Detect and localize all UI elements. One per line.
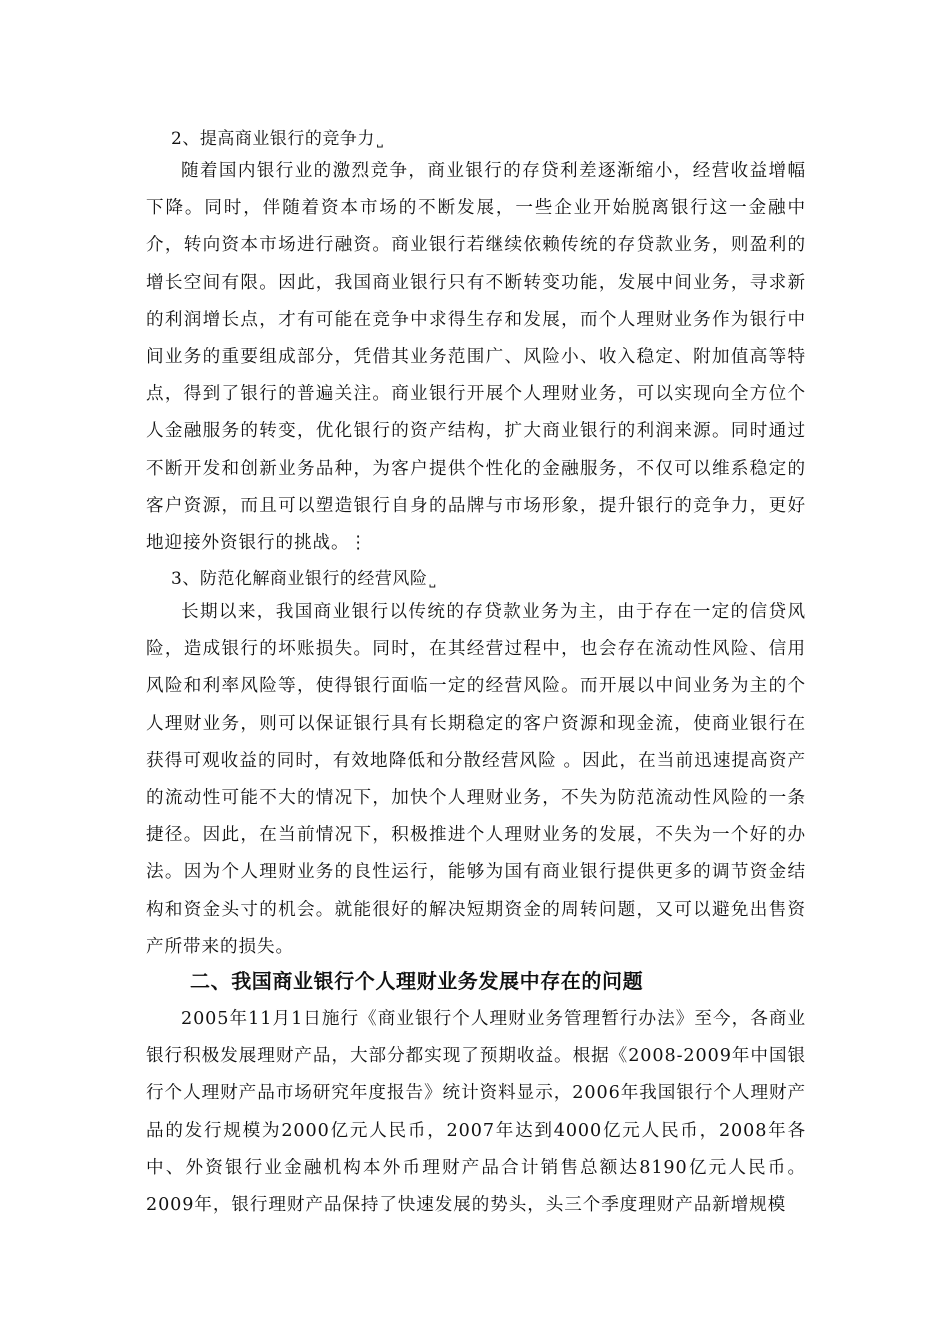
- subsection-2-heading: [171, 124, 383, 154]
- section-2-paragraph: 2005年11月1日施行《商业银行个人理财业务管理暂行办法》至今，各商业银行积极发展理财产品，大部分都实现了预期收益。根据《2008-2009年中国银行个人理财产品市场研究年度报告》统计资料显示，2006年我国银行个人理财产品的发行规模为2000亿元人民币，2007年达到4000亿元人民币，2008年各中、外资银行业金融机构本外币理财产品合计销售总额达8190亿元人民币。2009年，银行理财产品保持了快速发展的势头，头三个季度理财产品新增规模: [146, 1009, 806, 1216]
- subsection-2-heading-text: 2、提高商业银行的竞争力: [171, 129, 375, 149]
- subsection-3-heading: [171, 564, 436, 594]
- subsection-2-paragraph: 随着国内银行业的激烈竞争，商业银行的存贷利差逐渐缩小，经营收益增幅下降。同时，伴随着资本市场的不断发展，一些企业开始脱离银行这一金融中介，转向资本市场进行融资。商业银行若继续依赖传统的存贷款业务，则盈利的增长空间有限。因此，我国商业银行只有不断转变功能，发展中间业务，寻求新的利润增长点，才有可能在竞争中求得生存和发展，而个人理财业务作为银行中间业务的重要组成部分，凭借其业务范围广、风险小、收入稳定、附加值高等特点，得到了银行的普遍关注。商业银行开展个人理财业务，可以实现向全方位个人金融服务的转变，优化银行的资产结构，扩大商业银行的利润来源。同时通过不断开发和创新业务品种，为客户提供个性化的金融服务，不仅可以维系稳定的客户资源，而且可以塑造银行自身的品牌与市场形象，提升银行的竞争力，更好地迎接外资银行的挑战。⋮: [146, 161, 806, 554]
- subsection-3-heading-text: 3、防范化解商业银行的经营风险: [171, 569, 428, 589]
- paragraph-mark-icon: ⎵: [376, 130, 384, 148]
- paragraph-mark-icon: ⎵: [429, 570, 436, 588]
- section-2-title: 二、我国商业银行个人理财业务发展中存在的问题: [190, 969, 644, 993]
- subsection-3-paragraph: 长期以来，我国商业银行以传统的存贷款业务为主，由于存在一定的信贷风险，造成银行的坏账损失。同时，在其经营过程中，也会存在流动性风险、信用风险和利率风险等，使得银行面临一定的经营风险。而开展以中间业务为主的个人理财业务，则可以保证银行具有长期稳定的客户资源和现金流，使商业银行在获得可观收益的同时，有效地降低和分散经营风险 。因此，在当前迅速提高资产的流动性可能不大的情况下，加快个人理财业务，不失为防范流动性风险的一条捷径。因此，在当前情况下，积极推进个人理财业务的发展，不失为一个好的办法。因为个人理财业务的良性运行，能够为国有商业银行提供更多的调节资金结构和资金头寸的机会。就能很好的解决短期资金的周转问题，又可以避免出售资产所带来的损失。: [146, 602, 806, 957]
